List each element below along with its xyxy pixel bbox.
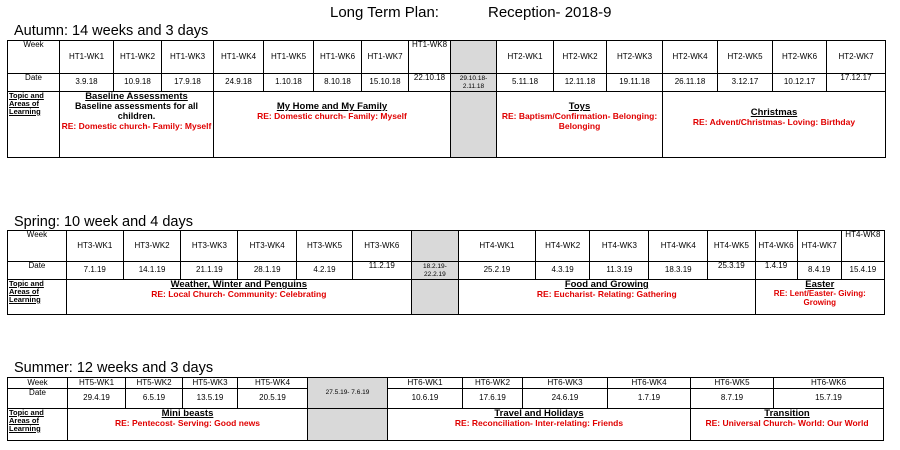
date-cell: 10.6.19 — [388, 389, 463, 409]
autumn-topic-row — [8, 92, 886, 158]
week-cell: HT4-WK6 — [755, 231, 797, 262]
date-cell: 8.7.19 — [691, 389, 774, 409]
date-cell: 13.5.19 — [183, 389, 238, 409]
half-term-dates: 29.10.18-2.11.18 — [451, 74, 497, 92]
date-cell: 3.9.18 — [60, 74, 114, 92]
date-cell: 15.10.18 — [362, 74, 409, 92]
week-cell: HT2-WK5 — [718, 41, 773, 74]
week-cell: HT1-WK1 — [60, 41, 114, 74]
date-cell: 22.10.18 — [409, 74, 451, 92]
topic-re: RE: Lent/Easter- Giving: Growing — [773, 289, 866, 308]
date-cell: 25.3.19 — [708, 262, 755, 280]
autumn-date-row — [8, 74, 886, 92]
topic-re: RE: Domestic church- Family: Myself — [257, 111, 407, 122]
topic-title: Christmas — [750, 107, 798, 118]
half-term-cell — [411, 280, 458, 315]
half-term-dates: 27.5.19- 7.6.19 — [308, 378, 388, 409]
week-cell: HT3-WK5 — [297, 231, 353, 262]
topic-title: Easter — [805, 279, 835, 290]
spring-heading: Spring: 10 week and 4 days — [14, 214, 193, 230]
topic-label: Topic and Areas of Learning — [8, 409, 68, 441]
topic-re: RE: Eucharist- Relating: Gathering — [536, 289, 677, 300]
topic-title: My Home and My Family — [276, 101, 388, 112]
summer-heading: Summer: 12 weeks and 3 days — [14, 360, 214, 376]
date-cell: 24.9.18 — [214, 74, 264, 92]
half-term-cell — [451, 41, 497, 74]
week-cell: HT2-WK7 — [827, 41, 886, 74]
topic-transition — [691, 409, 884, 441]
autumn-heading: Autumn: 14 weeks and 3 days — [14, 23, 209, 39]
week-label: Week — [8, 41, 60, 74]
topic-re: RE: Universal Church- World: Our World — [705, 418, 869, 429]
topic-title: Toys — [568, 101, 591, 112]
date-cell: 7.1.19 — [66, 262, 123, 280]
topic-easter — [755, 280, 884, 315]
week-cell: HT6-WK2 — [463, 378, 523, 389]
week-cell: HT3-WK1 — [66, 231, 123, 262]
date-cell: 11.2.19 — [352, 262, 411, 280]
topic-home-family — [214, 92, 451, 158]
date-cell: 12.11.18 — [554, 74, 607, 92]
topic-re: RE: Advent/Christmas- Loving: Birthday — [692, 117, 856, 128]
date-cell: 20.5.19 — [238, 389, 308, 409]
topic-re: RE: Reconciliation- Inter-relating: Friends — [454, 418, 624, 429]
week-cell: HT6-WK3 — [523, 378, 608, 389]
week-cell: HT1-WK5 — [264, 41, 314, 74]
week-cell: HT2-WK6 — [773, 41, 827, 74]
spring-date-row — [8, 262, 885, 280]
date-cell: 17.12.17 — [827, 74, 886, 92]
week-cell: HT2-WK3 — [607, 41, 663, 74]
summer-date-row — [8, 389, 884, 409]
topic-re: RE: Domestic church- Family: Myself — [61, 121, 212, 132]
date-cell: 1.7.19 — [608, 389, 691, 409]
topic-label: Topic and Areas of Learning — [8, 280, 67, 315]
date-cell: 3.12.17 — [718, 74, 773, 92]
topic-mini-beasts — [68, 409, 308, 441]
date-cell: 26.11.18 — [663, 74, 718, 92]
date-label: Date — [8, 262, 67, 280]
date-cell: 28.1.19 — [238, 262, 297, 280]
week-cell: HT3-WK4 — [238, 231, 297, 262]
summer-table — [7, 377, 884, 441]
date-cell: 1.10.18 — [264, 74, 314, 92]
week-label: Week — [8, 231, 67, 262]
date-cell: 25.2.19 — [459, 262, 536, 280]
week-cell: HT4-WK5 — [708, 231, 755, 262]
week-cell: HT6-WK4 — [608, 378, 691, 389]
week-cell: HT5-WK4 — [238, 378, 308, 389]
week-cell: HT5-WK1 — [68, 378, 126, 389]
topic-christmas — [663, 92, 886, 158]
topic-title: Weather, Winter and Penguins — [170, 279, 308, 290]
date-label: Date — [8, 389, 68, 409]
date-cell: 21.1.19 — [181, 262, 238, 280]
week-cell: HT4-WK7 — [797, 231, 841, 262]
topic-body: Baseline assessments for all children. — [74, 101, 199, 122]
week-cell: HT1-WK2 — [114, 41, 162, 74]
topic-title: Food and Growing — [564, 279, 649, 290]
week-cell: HT1-WK7 — [362, 41, 409, 74]
half-term-cell — [411, 231, 458, 262]
topic-weather — [66, 280, 411, 315]
week-cell: HT2-WK4 — [663, 41, 718, 74]
week-cell: HT3-WK3 — [181, 231, 238, 262]
half-term-cell — [451, 92, 497, 158]
date-cell: 10.12.17 — [773, 74, 827, 92]
topic-title: Transition — [764, 408, 810, 419]
date-cell: 5.11.18 — [497, 74, 554, 92]
date-cell: 10.9.18 — [114, 74, 162, 92]
topic-baseline — [60, 92, 214, 158]
week-cell: HT6-WK1 — [388, 378, 463, 389]
week-cell: HT1-WK8 — [409, 41, 451, 74]
week-cell: HT5-WK2 — [126, 378, 183, 389]
spring-table — [7, 230, 885, 315]
date-cell: 17.6.19 — [463, 389, 523, 409]
week-cell: HT1-WK6 — [314, 41, 362, 74]
topic-travel-holidays — [388, 409, 691, 441]
topic-title: Travel and Holidays — [494, 408, 584, 419]
date-cell: 15.4.19 — [841, 262, 884, 280]
date-cell: 8.4.19 — [797, 262, 841, 280]
week-cell: HT4-WK4 — [649, 231, 708, 262]
date-cell: 14.1.19 — [123, 262, 181, 280]
date-cell: 1.4.19 — [755, 262, 797, 280]
date-cell: 4.3.19 — [535, 262, 590, 280]
half-term-dates: 18.2.19-22.2.19 — [411, 262, 458, 280]
topic-food-growing — [459, 280, 755, 315]
date-cell: 19.11.18 — [607, 74, 663, 92]
date-cell: 11.3.19 — [590, 262, 649, 280]
week-cell: HT3-WK6 — [352, 231, 411, 262]
date-cell: 15.7.19 — [774, 389, 884, 409]
topic-re: RE: Baptism/Confirmation- Belonging: Belonging — [501, 111, 658, 131]
summer-topic-row — [8, 409, 884, 441]
week-cell: HT6-WK5 — [691, 378, 774, 389]
autumn-week-row — [8, 41, 886, 74]
spring-week-row — [8, 231, 885, 262]
topic-re: RE: Pentecost- Serving: Good news — [115, 418, 260, 429]
plan-title: Long Term Plan: — [330, 4, 439, 21]
date-cell: 4.2.19 — [297, 262, 353, 280]
week-cell: HT5-WK3 — [183, 378, 238, 389]
week-cell: HT6-WK6 — [774, 378, 884, 389]
topic-title: Mini beasts — [161, 408, 214, 419]
spring-topic-row — [8, 280, 885, 315]
week-cell: HT1-WK3 — [162, 41, 214, 74]
week-cell: HT4-WK2 — [535, 231, 590, 262]
week-cell: HT4-WK8 — [841, 231, 884, 262]
week-label: Week — [8, 378, 68, 389]
date-cell: 24.6.19 — [523, 389, 608, 409]
date-cell: 29.4.19 — [68, 389, 126, 409]
summer-week-row — [8, 378, 884, 389]
week-cell: HT2-WK1 — [497, 41, 554, 74]
date-label: Date — [8, 74, 60, 92]
topic-re: RE: Local Church- Community: Celebrating — [151, 289, 327, 300]
week-cell: HT2-WK2 — [554, 41, 607, 74]
topic-label: Topic and Areas of Learning — [8, 92, 60, 158]
date-cell: 18.3.19 — [649, 262, 708, 280]
autumn-table — [7, 40, 886, 158]
half-term-cell — [308, 409, 388, 441]
week-cell: HT4-WK3 — [590, 231, 649, 262]
topic-toys — [497, 92, 663, 158]
date-cell: 6.5.19 — [126, 389, 183, 409]
topic-title: Baseline Assessments — [85, 91, 188, 102]
plan-subtitle: Reception- 2018-9 — [488, 4, 612, 21]
week-cell: HT3-WK2 — [123, 231, 181, 262]
date-cell: 17.9.18 — [162, 74, 214, 92]
week-cell: HT4-WK1 — [459, 231, 536, 262]
week-cell: HT1-WK4 — [214, 41, 264, 74]
date-cell: 8.10.18 — [314, 74, 362, 92]
